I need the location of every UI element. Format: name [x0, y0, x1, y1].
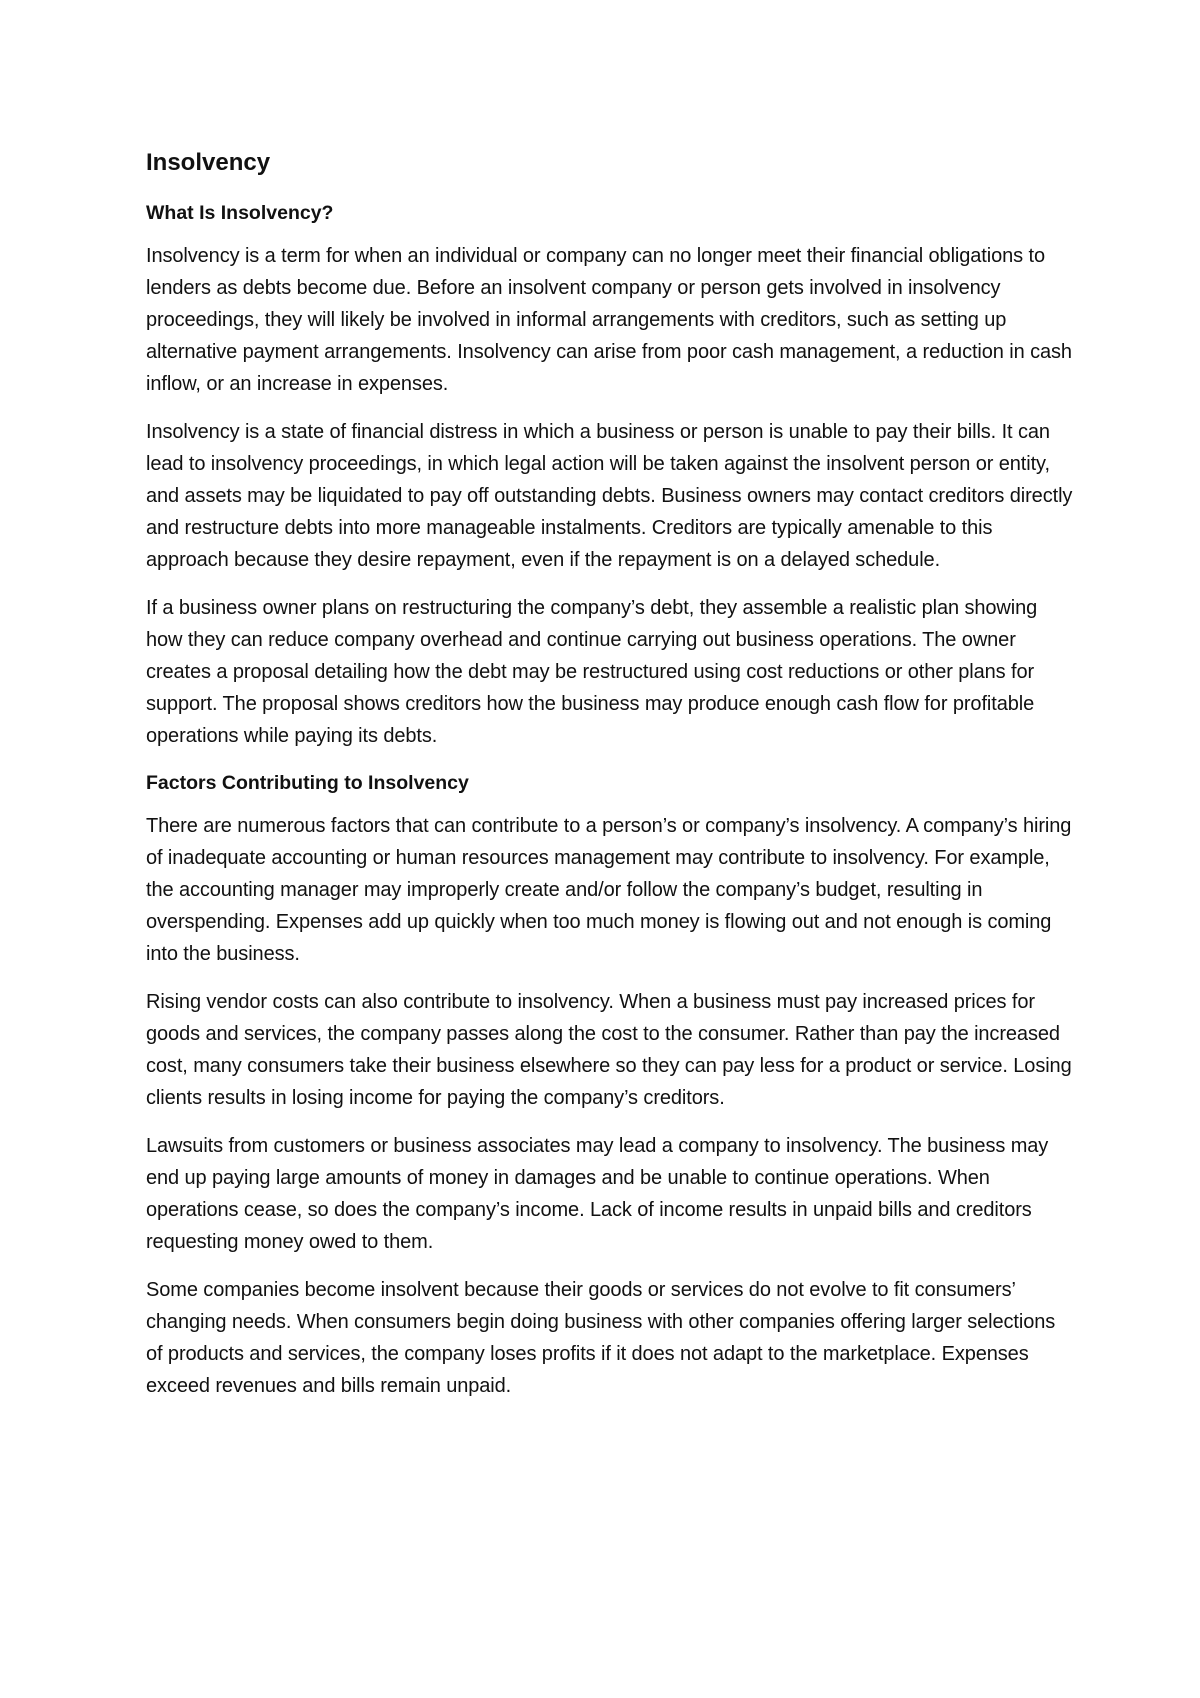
paragraph: Insolvency is a state of financial distress in which a business or person is unable to pay their bills. It can lead to insolvency proceedings, in which legal action will be taken against the insolvent person or entity, and assets may be liquidated to pay off outstanding debts. Business owners may contact creditors directly and restructure debts into more manageable instalments. Creditors are typically amenable to this approach because they desire repayment, even if the repayment is on a delayed schedule. [146, 421, 1073, 571]
paragraph: If a business owner plans on restructuring the company’s debt, they assemble a realistic plan showing how they can reduce company overhead and continue carrying out business operations. The owner creates a proposal detailing how the debt may be restructured using cost reductions or other plans for support. The proposal shows creditors how the business may produce enough cash flow for profitable operations while paying its debts. [146, 597, 1038, 747]
paragraph: Lawsuits from customers or business associates may lead a company to insolvency. The business may end up paying large amounts of money in damages and be unable to continue operations. When operations cease, so does the company’s income. Lack of income results in unpaid bills and creditors requesting money owed to them. [146, 1135, 1049, 1253]
paragraph: Some companies become insolvent because their goods or services do not evolve to fit consumers’ changing needs. When consumers begin doing business with other companies offering larger selections of products and services, the company loses profits if it does not adapt to the marketplace. Expenses exceed revenues and bills remain unpaid. [146, 1279, 1056, 1397]
paragraph: Rising vendor costs can also contribute to insolvency. When a business must pay increased prices for goods and services, the company passes along the cost to the consumer. Rather than pay the increased cost, many consumers take their business elsewhere so they can pay less for a product or service. Losing clients results in losing income for paying the company’s creditors. [146, 991, 1072, 1109]
section-heading-factors: Factors Contributing to Insolvency [146, 772, 469, 794]
paragraph: There are numerous factors that can contribute to a person’s or company’s insolvency. A company’s hiring of inadequate accounting or human resources management may contribute to insolvency. For example, the accounting manager may improperly create and/or follow the company’s budget, resulting in overspending. Expenses add up quickly when too much money is flowing out and not enough is coming into the business. [146, 815, 1072, 965]
paragraph: Insolvency is a term for when an individual or company can no longer meet their financial obligations to lenders as debts become due. Before an insolvent company or person gets involved in insolvency proceedings, they will likely be involved in informal arrangements with creditors, such as setting up alternative payment arrangements. Insolvency can arise from poor cash management, a reduction in cash inflow, or an increase in expenses. [146, 245, 1072, 395]
section-heading-what-is-insolvency: What Is Insolvency? [146, 202, 334, 224]
document-title: Insolvency [146, 149, 271, 176]
document-body [146, 146, 1076, 1418]
